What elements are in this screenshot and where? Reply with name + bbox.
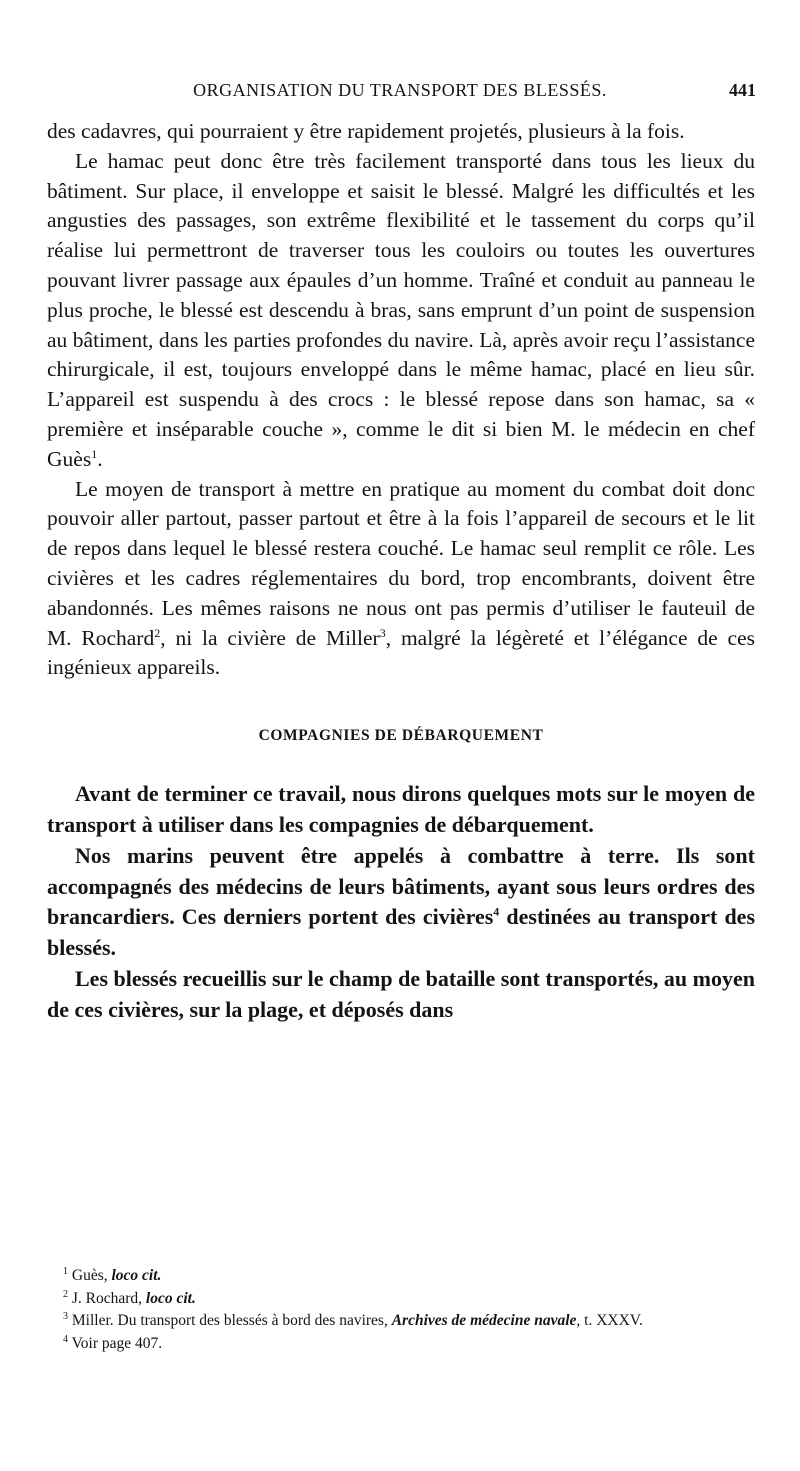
paragraph-6: Les blessés recueillis sur le champ de bataille sont transportés, au moyen de ces civières, sur la plage, et déposés dans: [47, 965, 755, 1022]
paragraph-5: Nos marins peuvent être appelés à combattre à terre. Ils sont accompagnés des médecins de leurs bâtiments, ayant sous leurs ordres des brancardiers. Ces derniers portent des civières$^4$ destinées au transport des blessés.: [47, 842, 756, 961]
footnote-1: $^1$ Guès, loco cit.: [63, 1265, 162, 1284]
footnote-ref-2[interactable]: 2: [154, 625, 161, 640]
running-title: ORGANISATION DU TRANSPORT DES BLESSÉS.: [193, 80, 607, 100]
page-number: 441: [729, 80, 756, 100]
paragraph-1: des cadavres, qui pourraient y être rapidement projetés, plusieurs à la fois.: [47, 119, 685, 143]
page-header: [44, 80, 756, 110]
section-title: COMPAGNIES DE DÉBARQUEMENT: [258, 727, 544, 745]
paragraph-4: Avant de terminer ce travail, nous dirons quelques mots sur le moyen de transport à utiliser dans les compagnies de débarquement.: [47, 781, 755, 837]
footnote-4: $^4$ Voir page 407.: [63, 1333, 163, 1352]
page-body: [47, 117, 755, 1026]
paragraph-3: Le moyen de transport à mettre en pratique au moment du combat doit donc pouvoir aller partout, passer partout et être à la fois l’appareil de secours et le lit de repos dans lequel le blessé restera couché. Le hamac seul remplit ce rôle. Les civières et les cadres réglementaires du bord, trop encombrants, doivent être abandonnés. Les mêmes raisons ne nous ont pas permis d’utiliser le fauteuil de M. Rochard$^2$, ni la civière de Miller$^3$, malgré la légèreté et l’élégance de ces ingénieux appareils.: [47, 476, 755, 680]
paragraph-2: Le hamac peut donc être très facilement transporté dans tous les lieux du bâtiment. Sur place, il enveloppe et saisit le blessé. Malgré les difficultés et les angusties des passages, son extrême flexibilité et le tassement du corps qu’il réalise lui permettront de traverser tous les couloirs ou toutes les ouvertures pouvant livrer passage aux épaules d’un homme. Traîné et conduit au panneau le plus proche, le blessé est descendu à bras, sans emprunt d’un point de suspension au bâtiment, dans les parties profondes du navire. Là, après avoir reçu l’assistance chirurgicale, il est, toujours enveloppé dans le même hamac, placé en lieu sûr. L’appareil est suspendu à des crocs : le blessé repose dans son hamac, sa « première et inséparable couche », comme le dit si bien M. le médecin en chef Guès$^1$.: [47, 148, 755, 471]
footnote-ref-4[interactable]: 4: [493, 905, 500, 919]
footnote-3: $^3$ Miller. Du transport des blessés à bord des navires, Archives de médecine navale, t. XXXV.: [63, 1310, 643, 1329]
footnote-2: $^2$ J. Rochard, loco cit.: [63, 1288, 196, 1307]
footnote-ref-1[interactable]: 1: [91, 446, 98, 461]
footnotes: [47, 1265, 755, 1355]
footnote-ref-3[interactable]: 3: [379, 625, 386, 640]
